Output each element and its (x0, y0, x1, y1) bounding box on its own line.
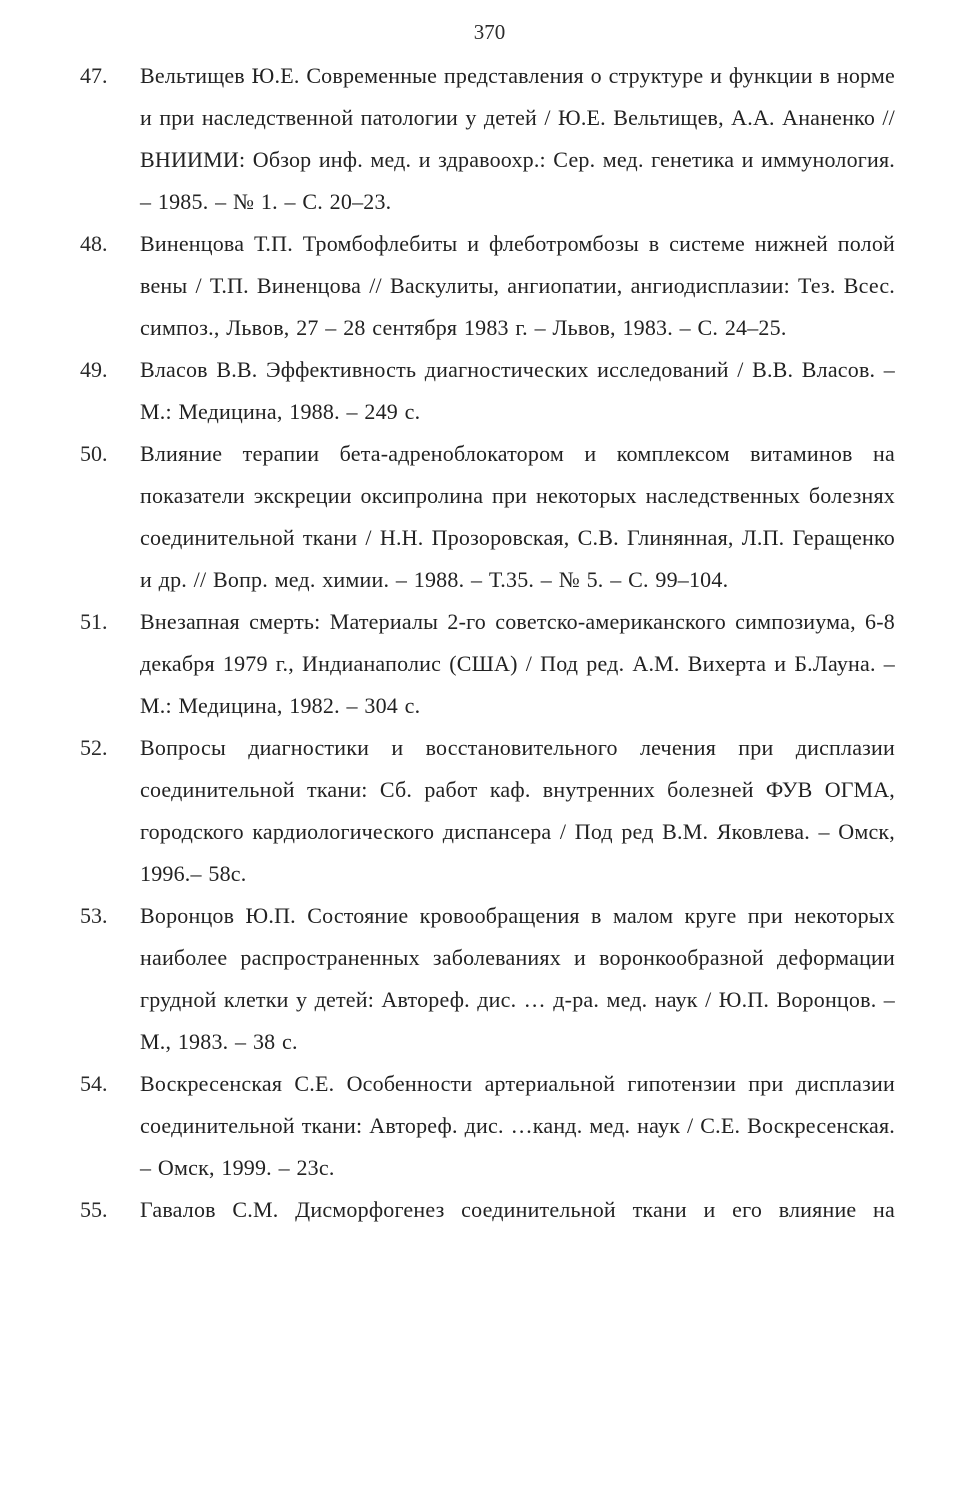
page-number: 370 (473, 20, 506, 44)
reference-text: Виненцова Т.П. Тромбофлебиты и флеботромбозы в системе нижней полой вены / Т.П. Виненцова // Васкулиты, ангиопатии, ангиодисплазии: Тез. Всес. симпоз., Львов, 27 – 28 сентября 1983 г. – Львов, 1983. – С. 24–25. (140, 231, 895, 340)
reference-item (0, 223, 979, 349)
reference-item (0, 601, 979, 727)
reference-text: Воскресенская С.Е. Особенности артериальной гипотензии при дисплазии соединительной ткани: Автореф. дис. …канд. мед. наук / С.Е. Воскресенская. – Омск, 1999. – 23с. (140, 1071, 895, 1180)
reference-text: Воронцов Ю.П. Состояние кровообращения в малом круге при некоторых наиболее распространенных заболеваниях и воронкообразной деформации грудной клетки у детей: Автореф. дис. … д-ра. мед. наук / Ю.П. Воронцов. – М., 1983. – 38 с. (140, 903, 895, 1054)
reference-number: 53. (80, 903, 108, 928)
reference-number: 49. (80, 357, 108, 382)
reference-text: Вельтищев Ю.Е. Современные представления о структуре и функции в норме и при наследственной патологии у детей / Ю.Е. Вельтищев, А.А. Ананенко // ВНИИМИ: Обзор инф. мед. и здравоохр.: Сер. мед. генетика и иммунология. – 1985. – № 1. – С. 20–23. (140, 63, 895, 214)
reference-number: 55. (80, 1197, 108, 1222)
reference-text: Гавалов С.М. Дисморфогенез соединительной ткани и его влияние на (140, 1197, 895, 1222)
reference-number: 52. (80, 735, 108, 760)
reference-number: 47. (80, 63, 108, 88)
reference-item (0, 349, 979, 433)
reference-number: 48. (80, 231, 108, 256)
reference-list (0, 55, 979, 1231)
reference-item (0, 433, 979, 601)
reference-number: 54. (80, 1071, 108, 1096)
reference-item (0, 1189, 979, 1231)
reference-item (0, 727, 979, 895)
reference-number: 51. (80, 609, 108, 634)
reference-number: 50. (80, 441, 108, 466)
reference-text: Вопросы диагностики и восстановительного лечения при дисплазии соединительной ткани: Сб. работ каф. внутренних болезней ФУВ ОГМА, городского кардиологического диспансера / Под ред В.М. Яковлева. – Омск, 1996.– 58с. (140, 735, 895, 886)
reference-text: Влияние терапии бета-адреноблокатором и комплексом витаминов на показатели экскреции оксипролина при некоторых наследственных болезнях соединительной ткани / Н.Н. Прозоровская, С.В. Глинянная, Л.П. Геращенко и др. // Вопр. мед. химии. – 1988. – Т.35. – № 5. – С. 99–104. (140, 441, 895, 592)
reference-item (0, 1063, 979, 1189)
reference-text: Власов В.В. Эффективность диагностических исследований / В.В. Власов. – М.: Медицина, 1988. – 249 с. (140, 357, 895, 424)
reference-item (0, 55, 979, 223)
reference-text: Внезапная смерть: Материалы 2-го советско-американского симпозиума, 6-8 декабря 1979 г., Индианаполис (США) / Под ред. А.М. Вихерта и Б.Лауна. – М.: Медицина, 1982. – 304 с. (140, 609, 895, 718)
reference-item (0, 895, 979, 1063)
